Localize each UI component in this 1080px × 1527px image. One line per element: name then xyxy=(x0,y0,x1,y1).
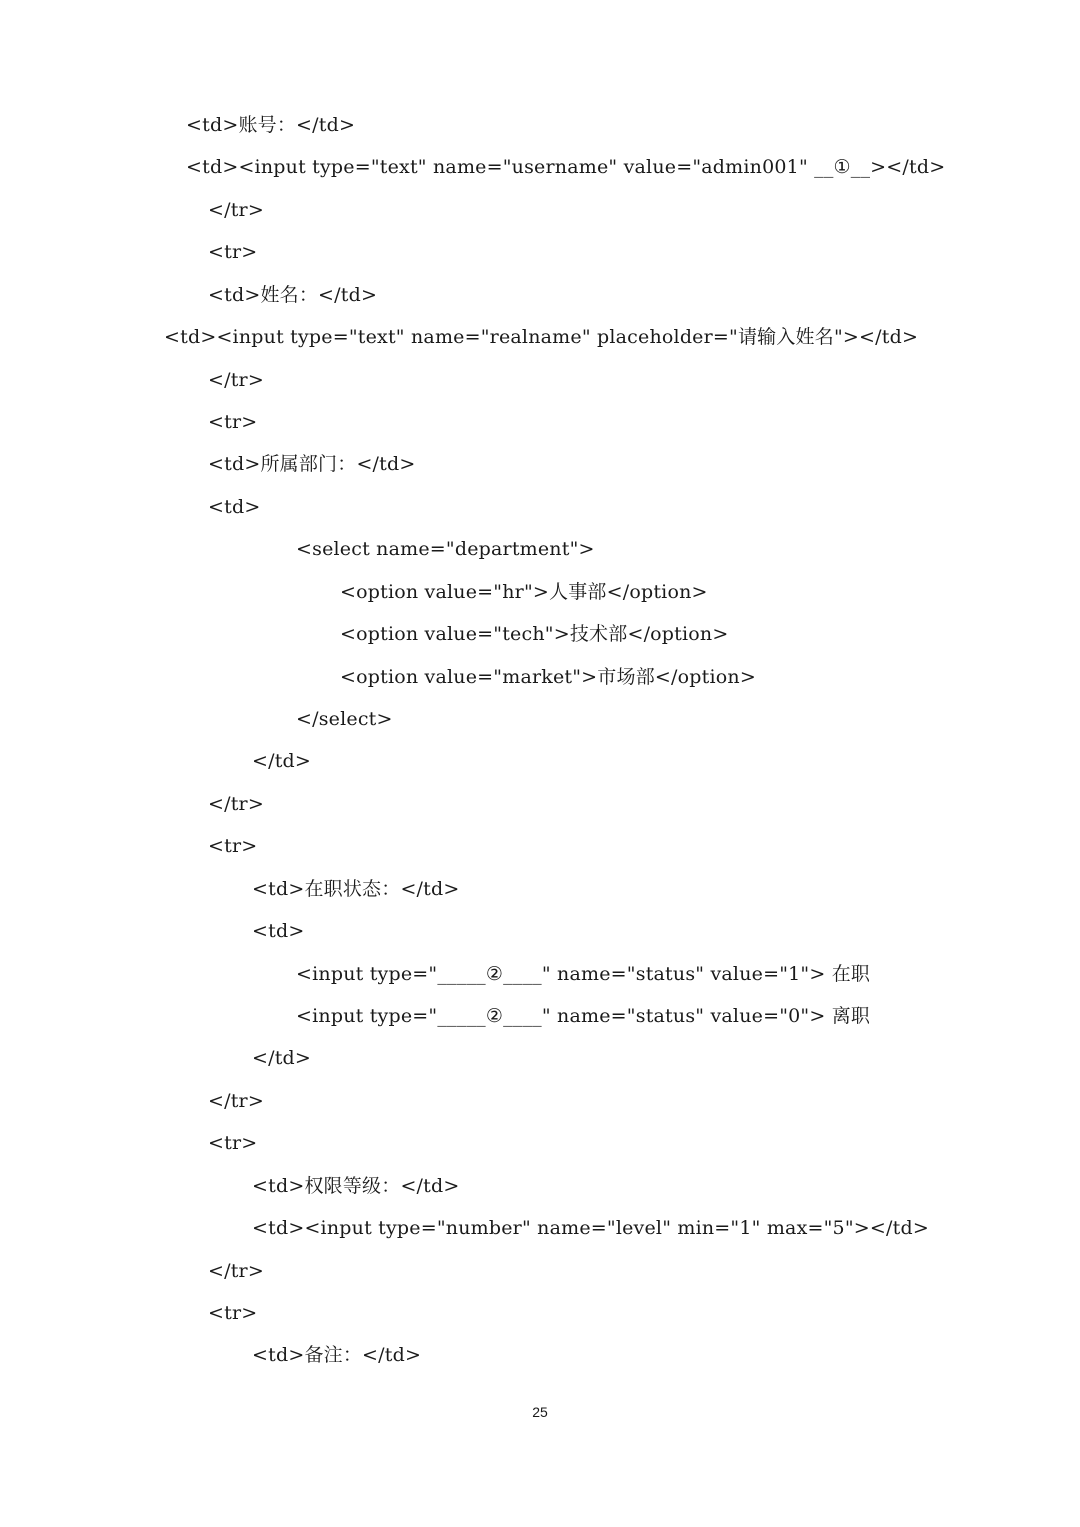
code-line: <td> xyxy=(252,920,305,942)
code-line: <option value="hr">人事部</option> xyxy=(340,581,708,603)
code-line: <tr> xyxy=(208,1302,258,1324)
code-line: </tr> xyxy=(208,1090,264,1112)
code-line: </tr> xyxy=(208,1260,264,1282)
code-line: <tr> xyxy=(208,1132,258,1154)
code-line: <td>备注：</td> xyxy=(252,1344,422,1366)
code-line: <td> xyxy=(208,496,261,518)
code-line: </tr> xyxy=(208,199,264,221)
code-line: </td> xyxy=(252,1047,312,1069)
code-line: <tr> xyxy=(208,835,258,857)
code-line: <option value="tech">技术部</option> xyxy=(340,623,729,645)
code-line: <input type="_____②____" name="status" value="0"> 离职 xyxy=(296,1005,871,1027)
code-line: <td>账号：</td> xyxy=(186,114,356,136)
page-number: 25 xyxy=(532,1404,548,1420)
code-line: <td><input type="number" name="level" min="1" max="5"></td> xyxy=(252,1217,929,1239)
code-line: <input type="_____②____" name="status" value="1"> 在职 xyxy=(296,963,871,985)
code-line: <td>在职状态：</td> xyxy=(252,878,460,900)
code-line: <tr> xyxy=(208,411,258,433)
code-line: </tr> xyxy=(208,793,264,815)
code-line: </td> xyxy=(252,750,312,772)
code-line: <tr> xyxy=(208,241,258,263)
code-line: <td>权限等级：</td> xyxy=(252,1175,460,1197)
code-line: <td>姓名：</td> xyxy=(208,284,378,306)
code-line: </select> xyxy=(296,708,393,730)
code-line: <td>所属部门：</td> xyxy=(208,453,416,475)
code-line: <td><input type="text" name="username" value="admin001" __①__></td> xyxy=(186,156,946,178)
code-line: <td><input type="text" name="realname" placeholder="请输入姓名"></td> xyxy=(164,326,919,348)
code-line: <select name="department"> xyxy=(296,538,595,560)
code-line: <option value="market">市场部</option> xyxy=(340,666,756,688)
code-line: </tr> xyxy=(208,369,264,391)
